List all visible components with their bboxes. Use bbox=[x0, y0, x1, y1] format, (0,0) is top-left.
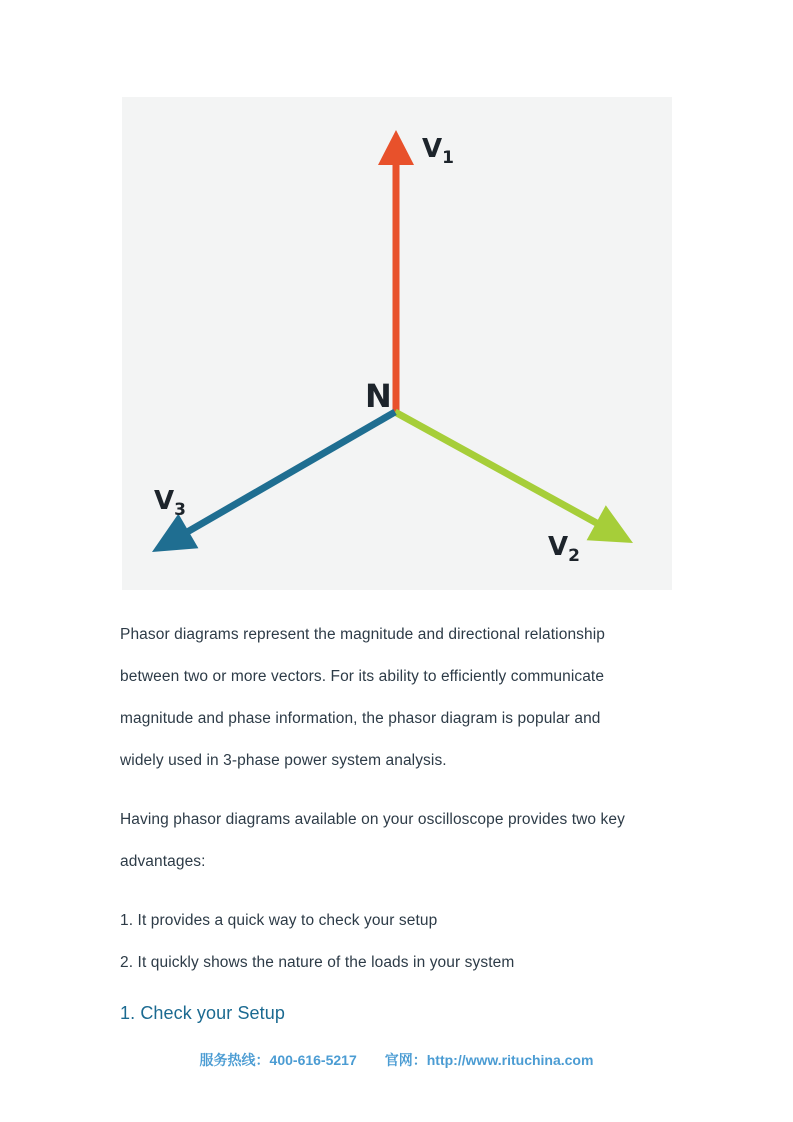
vector-v2 bbox=[395, 412, 633, 543]
text-line: between two or more vectors. For its ability to efficiently communicate bbox=[120, 668, 605, 685]
page-footer bbox=[0, 1048, 793, 1072]
list-item: 2. It quickly shows the nature of the loads in your system bbox=[120, 954, 515, 971]
phasor-diagram-figure bbox=[122, 97, 672, 590]
text-line: widely used in 3-phase power system analysis. bbox=[120, 752, 447, 769]
hotline-label: 服务热线： bbox=[199, 1052, 270, 1068]
article-body bbox=[120, 614, 682, 1026]
text-line: magnitude and phase information, the phasor diagram is popular and bbox=[120, 710, 601, 727]
advantages-list bbox=[120, 900, 682, 984]
website-url[interactable]: http://www.rituchina.com bbox=[426, 1052, 594, 1068]
text-line: Having phasor diagrams available on your oscilloscope provides two key bbox=[120, 811, 625, 828]
vector-v2-label: $V_2$ bbox=[548, 532, 580, 566]
vector-v3-label: $V_3$ bbox=[154, 486, 186, 520]
phasor-diagram-svg bbox=[122, 97, 672, 590]
neutral-point-label: N bbox=[365, 377, 392, 415]
vector-v1-arrowhead-icon bbox=[378, 130, 414, 165]
vector-v3-line bbox=[182, 412, 395, 535]
section-heading: 1. Check your Setup bbox=[120, 1003, 285, 1023]
vector-v3 bbox=[152, 412, 395, 552]
vector-v2-line bbox=[395, 412, 602, 526]
paragraph-1 bbox=[120, 614, 682, 782]
vector-v1 bbox=[378, 130, 414, 412]
text-line: Phasor diagrams represent the magnitude and directional relationship bbox=[120, 626, 605, 643]
text-line: advantages: bbox=[120, 853, 206, 870]
vector-v1-label: $V_1$ bbox=[422, 134, 454, 168]
paragraph-2 bbox=[120, 799, 682, 883]
website-label: 官网： bbox=[384, 1052, 427, 1068]
list-item: 1. It provides a quick way to check your setup bbox=[120, 912, 438, 929]
hotline-number: 400-616-5217 bbox=[269, 1052, 357, 1068]
